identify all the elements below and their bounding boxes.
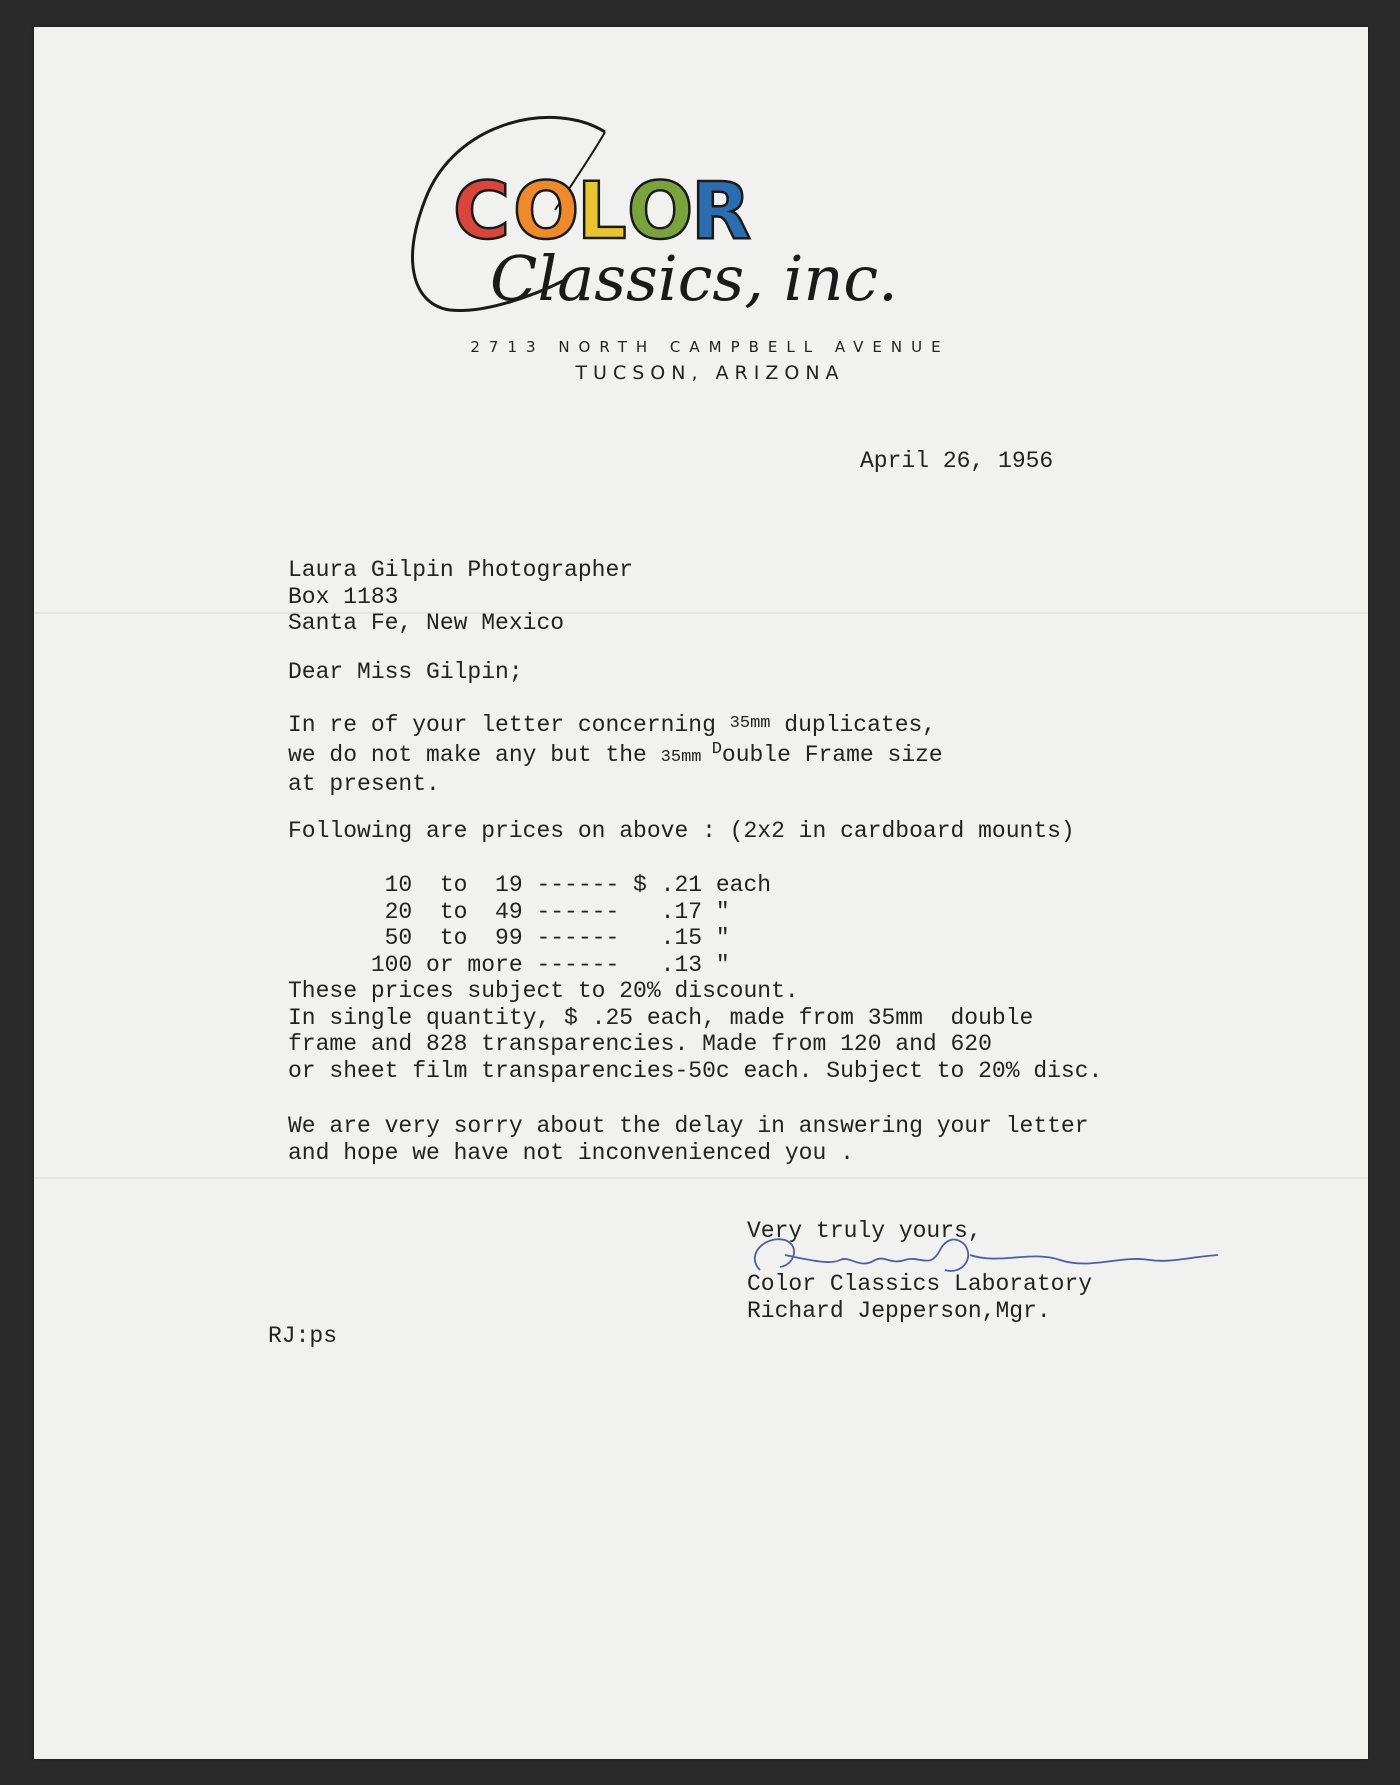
closing-line: Color Classics Laboratory — [747, 1271, 1093, 1297]
price-row: 10 to 19 ------ $ .21 each — [288, 872, 772, 898]
fold-line — [34, 612, 1368, 614]
price-list — [288, 872, 1102, 1084]
price-note: frame and 828 transparencies. Made from 120 and 620 — [288, 1031, 992, 1057]
svg-text:L: L — [577, 167, 627, 257]
svg-text:O: O — [513, 167, 580, 257]
fold-line — [34, 1177, 1368, 1179]
svg-text:O: O — [627, 167, 694, 257]
recipient-line: Box 1183 — [288, 583, 399, 610]
price-row: 100 or more ------ .13 " — [288, 951, 730, 978]
price-row: 50 to 99 ------ .15 " — [288, 925, 730, 951]
paragraph-apology: We are very sorry about the delay in answering your letter and hope we have not inconvenienced you . — [288, 1113, 1089, 1166]
logo-script-text: Classics, inc. — [490, 242, 898, 315]
letter-date: April 26, 1956 — [860, 448, 1054, 474]
company-logo — [395, 90, 975, 360]
salutation: Dear Miss Gilpin; — [288, 659, 523, 685]
recipient-address — [288, 557, 633, 637]
typist-initials: RJ:ps — [268, 1323, 338, 1349]
paragraph-duplicates: In re of your letter concerning 35mm duplicates, we do not make any but the 35mm $^D$ouble Frame size at present. — [288, 712, 943, 797]
letterhead-street: 2713 NORTH CAMPBELL AVENUE — [470, 338, 950, 356]
svg-text:R: R — [691, 167, 752, 257]
price-row: 20 to 49 ------ .17 " — [288, 898, 730, 925]
recipient-line: Santa Fe, New Mexico — [288, 610, 565, 636]
closing-line: Richard Jepperson,Mgr. — [747, 1297, 1051, 1324]
letterhead-city: TUCSON, ARIZONA — [575, 362, 845, 384]
recipient-line: Laura Gilpin Photographer — [288, 557, 634, 583]
price-note: In single quantity, $ .25 each, made from 35mm double — [288, 1004, 1034, 1031]
paragraph-prices-intro: Following are prices on above : (2x2 in cardboard mounts) — [288, 818, 1075, 844]
handwritten-signature — [740, 1215, 1220, 1295]
price-note: or sheet film transparencies-50c each. Subject to 20% disc. — [288, 1057, 1103, 1084]
svg-text:C: C — [453, 167, 511, 257]
price-note: These prices subject to 20% discount. — [288, 978, 799, 1004]
closing-line: Very truly yours, — [747, 1218, 982, 1244]
